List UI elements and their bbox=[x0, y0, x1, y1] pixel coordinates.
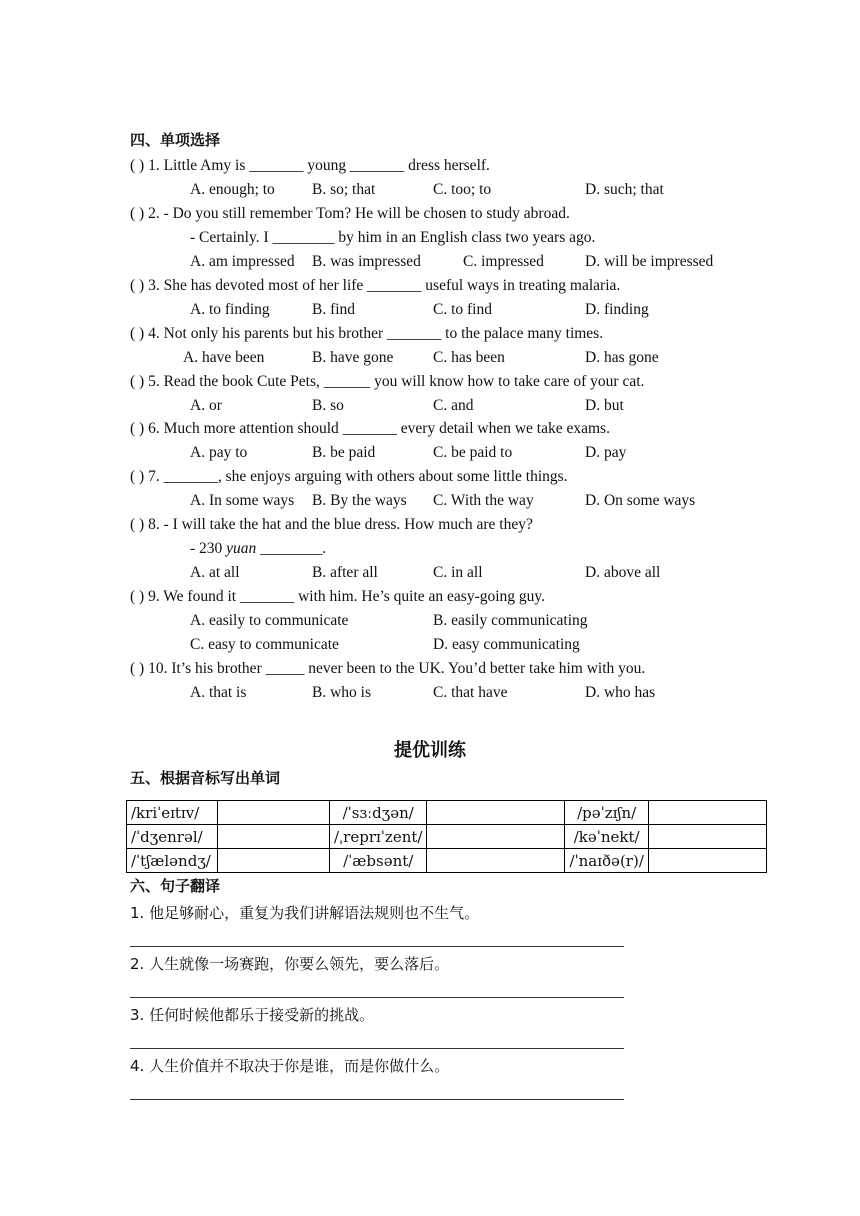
answer-cell[interactable] bbox=[218, 825, 330, 849]
phonetic-row bbox=[127, 849, 767, 873]
translation-item-4: 4. 人生价值并不取决于你是谁，而是你做什么。 bbox=[130, 1057, 450, 1075]
phonetic-row bbox=[127, 801, 767, 825]
q2-option-a: A. am impressed bbox=[190, 253, 295, 270]
q8-option-a: A. at all bbox=[190, 564, 240, 581]
q7-option-a: A. In some ways bbox=[190, 492, 295, 509]
q10-option-b: B. who is bbox=[312, 684, 371, 701]
q3-option-d: D. finding bbox=[585, 301, 649, 318]
q4-option-d: D. has gone bbox=[585, 349, 659, 366]
answer-cell[interactable] bbox=[648, 825, 766, 849]
q7-option-b: B. By the ways bbox=[312, 492, 407, 509]
answer-cell[interactable] bbox=[648, 849, 766, 873]
answer-line-3[interactable] bbox=[130, 1048, 624, 1049]
question-8-stem2 bbox=[190, 539, 326, 559]
answer-cell[interactable] bbox=[427, 825, 565, 849]
question-2-stem2: - Certainly. I ________ by him in an English class two years ago. bbox=[190, 229, 596, 246]
q9-option-d: D. easy communicating bbox=[433, 636, 580, 653]
question-5-stem: ( ) 5. Read the book Cute Pets, ______ you will know how to take care of your cat. bbox=[130, 373, 645, 390]
q5-option-b: B. so bbox=[312, 397, 344, 414]
question-3-stem: ( ) 3. She has devoted most of her life _______ useful ways in treating malaria. bbox=[130, 277, 621, 294]
answer-cell[interactable] bbox=[648, 801, 766, 825]
question-4-stem: ( ) 4. Not only his parents but his brother _______ to the palace many times. bbox=[130, 325, 604, 342]
phonetic-cell: /kriˈeɪtɪv/ bbox=[127, 801, 218, 825]
translation-item-1: 1. 他足够耐心，重复为我们讲解语法规则也不生气。 bbox=[130, 904, 480, 922]
answer-cell[interactable] bbox=[218, 849, 330, 873]
q3-option-a: A. to finding bbox=[190, 301, 270, 318]
section6-heading: 六、句子翻译 bbox=[130, 877, 221, 895]
q9-option-c: C. easy to communicate bbox=[190, 636, 339, 653]
phonetic-cell: /ˈnaɪðə(r)/ bbox=[565, 849, 648, 873]
question-6-stem: ( ) 6. Much more attention should _______ every detail when we take exams. bbox=[130, 420, 610, 437]
q10-option-c: C. that have bbox=[433, 684, 508, 701]
q10-option-d: D. who has bbox=[585, 684, 656, 701]
translation-item-2: 2. 人生就像一场赛跑，你要么领先，要么落后。 bbox=[130, 955, 450, 973]
answer-line-2[interactable] bbox=[130, 997, 624, 998]
phonetic-table bbox=[126, 800, 767, 873]
q4-option-c: C. has been bbox=[433, 349, 505, 366]
q4-option-a: A. have been bbox=[183, 349, 265, 366]
q7-option-c: C. With the way bbox=[433, 492, 534, 509]
q3-option-c: C. to find bbox=[433, 301, 492, 318]
q5-option-a: A. or bbox=[190, 397, 222, 414]
phonetic-cell: /ˈæbsənt/ bbox=[330, 849, 427, 873]
phonetic-cell: /ˌreprɪˈzent/ bbox=[330, 825, 427, 849]
q8-stem2-post: ________. bbox=[256, 540, 327, 557]
phonetic-cell: /ˈsɜːdʒən/ bbox=[330, 801, 427, 825]
q8-stem2-pre: - 230 bbox=[190, 540, 227, 557]
q7-option-d: D. On some ways bbox=[585, 492, 696, 509]
q10-option-a: A. that is bbox=[190, 684, 247, 701]
q3-option-b: B. find bbox=[312, 301, 356, 318]
answer-line-1[interactable] bbox=[130, 946, 624, 947]
question-8-stem: ( ) 8. - I will take the hat and the blue dress. How much are they? bbox=[130, 516, 533, 533]
q8-option-b: B. after all bbox=[312, 564, 378, 581]
q1-option-d: D. such; that bbox=[585, 181, 664, 198]
training-title: 提优训练 bbox=[394, 740, 466, 761]
q6-option-b: B. be paid bbox=[312, 444, 376, 461]
q1-option-a: A. enough; to bbox=[190, 181, 275, 198]
translation-item-3: 3. 任何时候他都乐于接受新的挑战。 bbox=[130, 1006, 375, 1024]
q1-option-c: C. too; to bbox=[433, 181, 492, 198]
question-2-stem: ( ) 2. - Do you still remember Tom? He will be chosen to study abroad. bbox=[130, 205, 570, 222]
question-9-stem: ( ) 9. We found it _______ with him. He’s quite an easy-going guy. bbox=[130, 588, 546, 605]
answer-cell[interactable] bbox=[427, 849, 565, 873]
answer-line-4[interactable] bbox=[130, 1099, 624, 1100]
q5-option-d: D. but bbox=[585, 397, 624, 414]
question-7-stem: ( ) 7. _______, she enjoys arguing with others about some little things. bbox=[130, 468, 568, 485]
q2-option-d: D. will be impressed bbox=[585, 253, 714, 270]
section5-heading: 五、根据音标写出单词 bbox=[130, 769, 281, 787]
phonetic-cell: /ˈdʒenrəl/ bbox=[127, 825, 218, 849]
q6-option-a: A. pay to bbox=[190, 444, 248, 461]
q2-option-c: C. impressed bbox=[463, 253, 544, 270]
q4-option-b: B. have gone bbox=[312, 349, 394, 366]
section4-heading: 四、单项选择 bbox=[130, 131, 221, 149]
q6-option-c: C. be paid to bbox=[433, 444, 513, 461]
q8-stem2-italic: yuan bbox=[226, 540, 257, 557]
q2-option-b: B. was impressed bbox=[312, 253, 421, 270]
q9-option-a: A. easily to communicate bbox=[190, 612, 349, 629]
q8-option-c: C. in all bbox=[433, 564, 483, 581]
phonetic-row bbox=[127, 825, 767, 849]
phonetic-cell: /pəˈzɪʃn/ bbox=[565, 801, 648, 825]
q1-option-b: B. so; that bbox=[312, 181, 376, 198]
q9-option-b: B. easily communicating bbox=[433, 612, 588, 629]
q5-option-c: C. and bbox=[433, 397, 474, 414]
q6-option-d: D. pay bbox=[585, 444, 627, 461]
q8-option-d: D. above all bbox=[585, 564, 661, 581]
question-10-stem: ( ) 10. It’s his brother _____ never been to the UK. You’d better take him with you. bbox=[130, 660, 646, 677]
phonetic-cell: /kəˈnekt/ bbox=[565, 825, 648, 849]
answer-cell[interactable] bbox=[218, 801, 330, 825]
answer-cell[interactable] bbox=[427, 801, 565, 825]
question-1-stem: ( ) 1. Little Amy is _______ young _______ dress herself. bbox=[130, 157, 490, 174]
phonetic-cell: /ˈtʃæləndʒ/ bbox=[127, 849, 218, 873]
